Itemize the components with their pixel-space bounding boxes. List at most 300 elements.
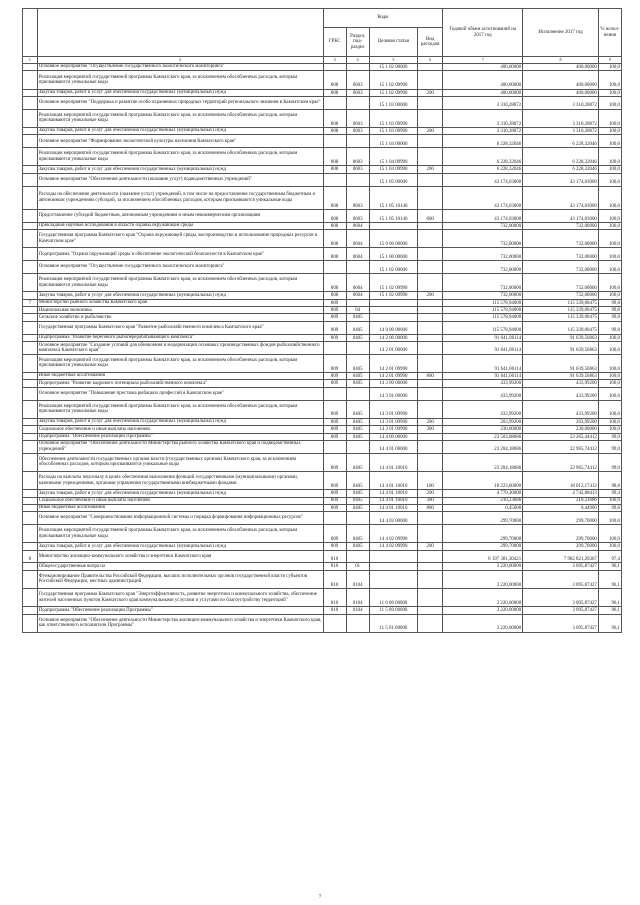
row-target: [369, 314, 417, 321]
row-section: 0405: [346, 490, 369, 497]
row-section: 0405: [346, 418, 369, 425]
row-description: Реализация мероприятий государственной программы Камчатского края, за исключением обособленных расходов, которым присваиваются уникальные коды: [37, 148, 323, 166]
row-execution: 3 095,87427: [523, 614, 599, 632]
row-grbs: 809: [323, 504, 346, 511]
row-type: [418, 230, 443, 248]
row-target: 15 1 00 00000: [369, 248, 417, 261]
row-plan: 3 220,00000: [443, 570, 523, 588]
row-section: 0603: [346, 186, 369, 210]
row-description: Закупка товаров, работ и услуг для обеспечения государственных (муниципальных) нужд: [37, 543, 323, 550]
row-target: 14 3 01 09990: [369, 400, 417, 418]
table-row: [23, 426, 622, 433]
row-percent: 100,0: [598, 274, 621, 292]
row-grbs: 809: [323, 373, 346, 380]
row-target: 15 1 05 00000: [369, 173, 417, 186]
row-number: [23, 354, 38, 372]
row-execution: 732,00000: [523, 230, 599, 248]
row-type: 800: [418, 373, 443, 380]
row-percent: 100,0: [598, 64, 621, 71]
row-number: [23, 440, 38, 453]
row-grbs: 808: [323, 186, 346, 210]
row-number: [23, 71, 38, 89]
row-plan: 43 174,03000: [443, 186, 523, 210]
row-type: 600: [418, 210, 443, 223]
row-description: Реализация мероприятий государственной программы Камчатского края, за исключением обособленных расходов, которым присваиваются уникальные коды: [37, 71, 323, 89]
row-section: 0405: [346, 433, 369, 440]
row-plan: 6 228,32046: [443, 135, 523, 148]
table-row: [23, 387, 622, 400]
row-target: 15 1 05 10140: [369, 210, 417, 223]
row-percent: 100,0: [598, 292, 621, 299]
table-row: [23, 614, 622, 632]
row-grbs: [323, 96, 346, 109]
row-grbs: 809: [323, 380, 346, 387]
row-grbs: [323, 387, 346, 400]
row-number: [23, 512, 38, 525]
row-section: [346, 342, 369, 355]
row-type: [418, 614, 443, 632]
row-number: [23, 543, 38, 550]
row-grbs: [323, 64, 346, 71]
row-target: [369, 550, 417, 563]
row-description: Основное мероприятие "Осуществление государственного экологического мониторинга": [37, 64, 323, 71]
row-execution: 230,00000: [523, 426, 599, 433]
row-plan: 3 220,00000: [443, 589, 523, 607]
table-row: [23, 135, 622, 148]
row-percent: 99,8: [598, 504, 621, 511]
row-execution: 400,00000: [523, 89, 599, 96]
row-grbs: 808: [323, 109, 346, 127]
row-execution: 203,99200: [523, 418, 599, 425]
row-description: Предоставление субсидий бюджетным, автономным учреждениям и иным некоммерческим организациям: [37, 210, 323, 223]
table-row: [23, 525, 622, 543]
row-execution: 732,00000: [523, 222, 599, 229]
row-target: [369, 563, 417, 570]
row-grbs: 809: [323, 426, 346, 433]
row-target: 14 4 01 00000: [369, 440, 417, 453]
row-grbs: 810: [323, 607, 346, 614]
row-grbs: 808: [323, 148, 346, 166]
row-description: Закупка товаров, работ и услуг для обеспечения государственных (муниципальных) нужд: [37, 418, 323, 425]
row-section: 0405: [346, 321, 369, 334]
row-plan: 0,45000: [443, 504, 523, 511]
row-execution: 433,99200: [523, 380, 599, 387]
row-target: 14 4 02 09990: [369, 525, 417, 543]
row-grbs: 809: [323, 453, 346, 471]
row-execution: 3 310,28872: [523, 127, 599, 134]
row-number: [23, 314, 38, 321]
row-execution: 91 639,56863: [523, 373, 599, 380]
row-number: [23, 497, 38, 504]
row-number: [23, 135, 38, 148]
row-execution: 43 174,03000: [523, 173, 599, 186]
table-row: [23, 166, 622, 173]
row-target: 14 4 01 10010: [369, 453, 417, 471]
row-execution: 115 339,00475: [523, 321, 599, 334]
row-type: [418, 380, 443, 387]
row-percent: 97,4: [598, 550, 621, 563]
row-percent: 100,0: [598, 230, 621, 248]
row-number: [23, 453, 38, 471]
row-description: Закупка товаров, работ и услуг для обеспечения государственных (муниципальных) нужд: [37, 292, 323, 299]
row-type: [418, 148, 443, 166]
row-description: Прикладные научные исследования в области охраны окружающей среды: [37, 222, 323, 229]
row-type: [418, 274, 443, 292]
row-execution: 22 965,74412: [523, 453, 599, 471]
row-grbs: 809: [323, 299, 346, 306]
row-percent: 100,0: [598, 525, 621, 543]
row-section: 0405: [346, 497, 369, 504]
row-section: 0405: [346, 400, 369, 418]
row-number: [23, 589, 38, 607]
row-grbs: 810: [323, 563, 346, 570]
row-grbs: [323, 614, 346, 632]
row-description: Министерство рыбного хозяйства Камчатского края: [37, 299, 323, 306]
row-type: [418, 607, 443, 614]
row-description: Закупка товаров, работ и услуг для обеспечения государственных (муниципальных) нужд: [37, 166, 323, 173]
row-percent: 100,0: [598, 373, 621, 380]
table-row: [23, 109, 622, 127]
row-description: Подпрограмма "Обеспечение реализации Программы": [37, 607, 323, 614]
col-header-section: Раздел, под- раздел: [346, 28, 369, 57]
row-execution: 3 310,28872: [523, 109, 599, 127]
table-row: [23, 453, 622, 471]
row-number: [23, 248, 38, 261]
row-percent: 99,8: [598, 307, 621, 314]
row-grbs: 809: [323, 321, 346, 334]
row-grbs: 809: [323, 307, 346, 314]
row-execution: 3 095,87427: [523, 570, 599, 588]
row-number: [23, 387, 38, 400]
row-section: 0405: [346, 525, 369, 543]
row-execution: 6 228,32046: [523, 135, 599, 148]
row-percent: 100,0: [598, 418, 621, 425]
row-execution: 4 742,88413: [523, 490, 599, 497]
row-section: 0604: [346, 248, 369, 261]
row-grbs: 808: [323, 274, 346, 292]
row-type: [418, 589, 443, 607]
row-number: 7: [23, 299, 38, 306]
row-target: 11 0 00 00000: [369, 589, 417, 607]
row-grbs: 809: [323, 354, 346, 372]
row-plan: 433,99200: [443, 387, 523, 400]
row-execution: 210,23686: [523, 497, 599, 504]
table-row: [23, 71, 622, 89]
row-description: Закупка товаров, работ и услуг для обеспечения государственных (муниципальных) нужд: [37, 127, 323, 134]
row-grbs: 808: [323, 230, 346, 248]
row-type: [418, 525, 443, 543]
row-plan: 8 197 381,30421: [443, 550, 523, 563]
row-type: [418, 321, 443, 334]
row-execution: 732,00000: [523, 274, 599, 292]
row-type: [418, 354, 443, 372]
row-number: [23, 127, 38, 134]
row-plan: 115 578,94000: [443, 321, 523, 334]
row-plan: 43 174,03000: [443, 173, 523, 186]
row-type: [418, 563, 443, 570]
row-type: [418, 135, 443, 148]
row-plan: 3 310,28872: [443, 109, 523, 127]
row-section: 0603: [346, 71, 369, 89]
row-target: 15 1 03 00000: [369, 96, 417, 109]
row-plan: 3 220,00000: [443, 607, 523, 614]
row-description: Иные бюджетные ассигнования: [37, 373, 323, 380]
row-execution: 732,00000: [523, 248, 599, 261]
table-row: [23, 543, 622, 550]
row-section: 01: [346, 563, 369, 570]
row-description: Основное мероприятие "Совершенствование информационной системы и порядка формирования информационных ресурсов": [37, 512, 323, 525]
row-percent: 100,0: [598, 543, 621, 550]
row-target: 14 3 01 00000: [369, 387, 417, 400]
row-description: Министерство жилищно-коммунального хозяйства и энергетики Камчатского края: [37, 550, 323, 563]
row-section: [346, 299, 369, 306]
row-percent: 100,0: [598, 248, 621, 261]
row-percent: 100,0: [598, 380, 621, 387]
row-number: [23, 570, 38, 588]
row-percent: 100,0: [598, 96, 621, 109]
row-grbs: 809: [323, 490, 346, 497]
row-section: 0104: [346, 589, 369, 607]
row-target: 14 3 01 09990: [369, 426, 417, 433]
row-target: 15 1 05 10140: [369, 186, 417, 210]
row-type: [418, 64, 443, 71]
row-number: [23, 274, 38, 292]
row-execution: 23 265,44412: [523, 433, 599, 440]
row-number: [23, 321, 38, 334]
row-description: Подпрограмма "Развитие кадрового потенциала рыбохозяйственного комплекса": [37, 380, 323, 387]
table-row: [23, 504, 622, 511]
row-target: 14 3 01 09990: [369, 418, 417, 425]
row-number: [23, 210, 38, 223]
row-description: Социальное обеспечение и иные выплаты населению: [37, 497, 323, 504]
row-number: [23, 607, 38, 614]
row-description: Обеспечение деятельности государственных органов власти (государственных органов) Камчатского края, за исключением обособленных расходов, которым присваиваются уникальные коды: [37, 453, 323, 471]
row-target: 14 2 01 09990: [369, 354, 417, 372]
row-number: [23, 418, 38, 425]
row-type: 200: [418, 127, 443, 134]
col-header-type: Вид расходов: [418, 28, 443, 57]
row-target: 14 4 00 00000: [369, 433, 417, 440]
row-number: [23, 261, 38, 274]
table-row: [23, 222, 622, 229]
row-description: Функционирование Правительства Российской Федерации, высших исполнительных органов государственной власти субъектов Российской Федерации, местных администраций: [37, 570, 323, 588]
row-number: [23, 373, 38, 380]
row-section: 0405: [346, 373, 369, 380]
row-type: [418, 307, 443, 314]
col-number-label: 4: [346, 57, 369, 64]
row-percent: 100,0: [598, 342, 621, 355]
row-type: [418, 96, 443, 109]
table-row: [23, 261, 622, 274]
row-plan: 299,70000: [443, 543, 523, 550]
row-percent: 99,0: [598, 440, 621, 453]
table-row: [23, 186, 622, 210]
row-execution: 115 339,00475: [523, 299, 599, 306]
row-grbs: 809: [323, 433, 346, 440]
row-section: 0405: [346, 380, 369, 387]
row-type: [418, 299, 443, 306]
row-section: 0405: [346, 426, 369, 433]
row-section: 0604: [346, 292, 369, 299]
row-description: Реализация мероприятий государственной программы Камчатского края, за исключением обособленных расходов, которым присваиваются уникальные коды: [37, 400, 323, 418]
row-plan: 18 223,60000: [443, 471, 523, 489]
row-target: 15 1 04 09990: [369, 166, 417, 173]
row-type: [418, 186, 443, 210]
row-type: [418, 570, 443, 588]
row-plan: 299,70000: [443, 512, 523, 525]
row-execution: 732,00000: [523, 261, 599, 274]
row-execution: 91 639,56863: [523, 342, 599, 355]
row-number: [23, 222, 38, 229]
col-header-percent: % испол- нения: [598, 9, 621, 57]
table-row: [23, 321, 622, 334]
row-percent: 100,0: [598, 512, 621, 525]
row-percent: 100,0: [598, 426, 621, 433]
row-description: Реализация мероприятий государственной программы Камчатского края, за исключением обособленных расходов, которым присваиваются уникальные коды: [37, 525, 323, 543]
table-row: [23, 607, 622, 614]
row-type: [418, 387, 443, 400]
row-plan: 732,00000: [443, 261, 523, 274]
col-header-codes: Коды: [323, 9, 443, 28]
row-section: 0104: [346, 570, 369, 588]
row-section: [346, 64, 369, 71]
row-type: [418, 314, 443, 321]
col-header-execution: Исполнение 2017 год: [523, 9, 599, 57]
row-execution: 400,00000: [523, 71, 599, 89]
row-type: [418, 71, 443, 89]
row-grbs: 808: [323, 89, 346, 96]
row-section: 0604: [346, 274, 369, 292]
row-description: Социальное обеспечение и иные выплаты населению: [37, 426, 323, 433]
row-execution: 43 174,03000: [523, 210, 599, 223]
table-row: [23, 173, 622, 186]
row-description: Закупка товаров, работ и услуг для обеспечения государственных (муниципальных) нужд: [37, 490, 323, 497]
row-plan: 400,00000: [443, 89, 523, 96]
row-plan: 23 204,18686: [443, 453, 523, 471]
row-type: [418, 453, 443, 471]
row-grbs: 810: [323, 550, 346, 563]
col-header-number: [23, 9, 38, 57]
row-number: [23, 342, 38, 355]
row-section: [346, 614, 369, 632]
row-grbs: 809: [323, 418, 346, 425]
row-section: 0603: [346, 89, 369, 96]
row-percent: 98,8: [598, 471, 621, 489]
row-plan: 732,00000: [443, 292, 523, 299]
row-target: 14 4 02 00000: [369, 512, 417, 525]
row-number: [23, 490, 38, 497]
row-execution: 299,70000: [523, 525, 599, 543]
row-grbs: 808: [323, 210, 346, 223]
table-row: [23, 230, 622, 248]
row-percent: 100,0: [598, 210, 621, 223]
row-type: 300: [418, 497, 443, 504]
row-description: Основное мероприятие "Формирование экологической культуры населения Камчатского края": [37, 135, 323, 148]
budget-table-page: [22, 8, 622, 633]
row-plan: 91 641,06114: [443, 354, 523, 372]
table-row: [23, 334, 622, 341]
row-type: 200: [418, 543, 443, 550]
col-number-label: 7: [443, 57, 523, 64]
row-description: Основное мероприятие "Осуществление государственного экологического мониторинга": [37, 261, 323, 274]
table-row: [23, 127, 622, 134]
row-description: Реализация мероприятий государственной программы Камчатского края, за исключением обособленных расходов, которым присваиваются уникальные коды: [37, 274, 323, 292]
row-grbs: [323, 173, 346, 186]
row-number: [23, 109, 38, 127]
row-type: [418, 400, 443, 418]
row-plan: 732,00000: [443, 222, 523, 229]
table-row: [23, 400, 622, 418]
row-target: [369, 307, 417, 314]
row-grbs: 808: [323, 248, 346, 261]
row-type: [418, 550, 443, 563]
col-number-label: 6: [418, 57, 443, 64]
row-section: [346, 512, 369, 525]
row-type: 800: [418, 504, 443, 511]
row-description: Государственная программа Камчатского края "Энергоэффективность, развитие энергетики и коммунального хозяйства, обеспечение жителей населенных пунктов Камчатского края коммунальными услугами и услугами по благоустройству территорий": [37, 589, 323, 607]
col-number-label: 1: [23, 57, 38, 64]
row-execution: 18 012,17412: [523, 471, 599, 489]
row-target: 14 4 01 10010: [369, 497, 417, 504]
table-row: [23, 299, 622, 306]
table-row: [23, 512, 622, 525]
row-percent: 100,0: [598, 109, 621, 127]
row-description: Подпрограмма "Охрана окружающей среды и обеспечение экологической безопасности в Камчатском крае": [37, 248, 323, 261]
row-plan: 91 641,06114: [443, 334, 523, 341]
row-plan: 203,99200: [443, 418, 523, 425]
row-type: 200: [418, 166, 443, 173]
row-percent: 100,0: [598, 354, 621, 372]
row-description: Государственная программа Камчатского края "Охрана окружающей среды, воспроизводство и использование природных ресурсов в Камчатском крае": [37, 230, 323, 248]
row-number: [23, 380, 38, 387]
row-execution: 433,99200: [523, 400, 599, 418]
row-section: [346, 387, 369, 400]
row-plan: 400,00000: [443, 64, 523, 71]
table-row: [23, 380, 622, 387]
col-number-label: 5: [369, 57, 417, 64]
row-section: [346, 96, 369, 109]
row-description: Реализация мероприятий государственной программы Камчатского края, за исключением обособленных расходов, которым присваиваются уникальные коды: [37, 109, 323, 127]
row-grbs: 809: [323, 543, 346, 550]
table-row: [23, 563, 622, 570]
row-percent: 100,0: [598, 400, 621, 418]
row-percent: 99,8: [598, 321, 621, 334]
row-target: [369, 299, 417, 306]
row-execution: 732,00000: [523, 292, 599, 299]
row-number: [23, 230, 38, 248]
row-section: [346, 173, 369, 186]
row-section: 0405: [346, 504, 369, 511]
row-number: [23, 148, 38, 166]
row-plan: 732,00000: [443, 248, 523, 261]
row-number: [23, 563, 38, 570]
row-execution: 433,99200: [523, 387, 599, 400]
row-type: [418, 342, 443, 355]
row-percent: 96,1: [598, 589, 621, 607]
table-row: [23, 354, 622, 372]
row-execution: 3 095,87427: [523, 607, 599, 614]
row-number: [23, 525, 38, 543]
row-description: Основное мероприятие "Повышение престижа рыбацких профессий в Камчатском крае": [37, 387, 323, 400]
page-number: 7: [318, 895, 322, 900]
col-number-label: 2: [37, 57, 323, 64]
row-plan: 115 578,94000: [443, 299, 523, 306]
row-type: 200: [418, 418, 443, 425]
row-section: [346, 550, 369, 563]
row-number: 8: [23, 550, 38, 563]
row-grbs: 809: [323, 400, 346, 418]
table-row: [23, 418, 622, 425]
